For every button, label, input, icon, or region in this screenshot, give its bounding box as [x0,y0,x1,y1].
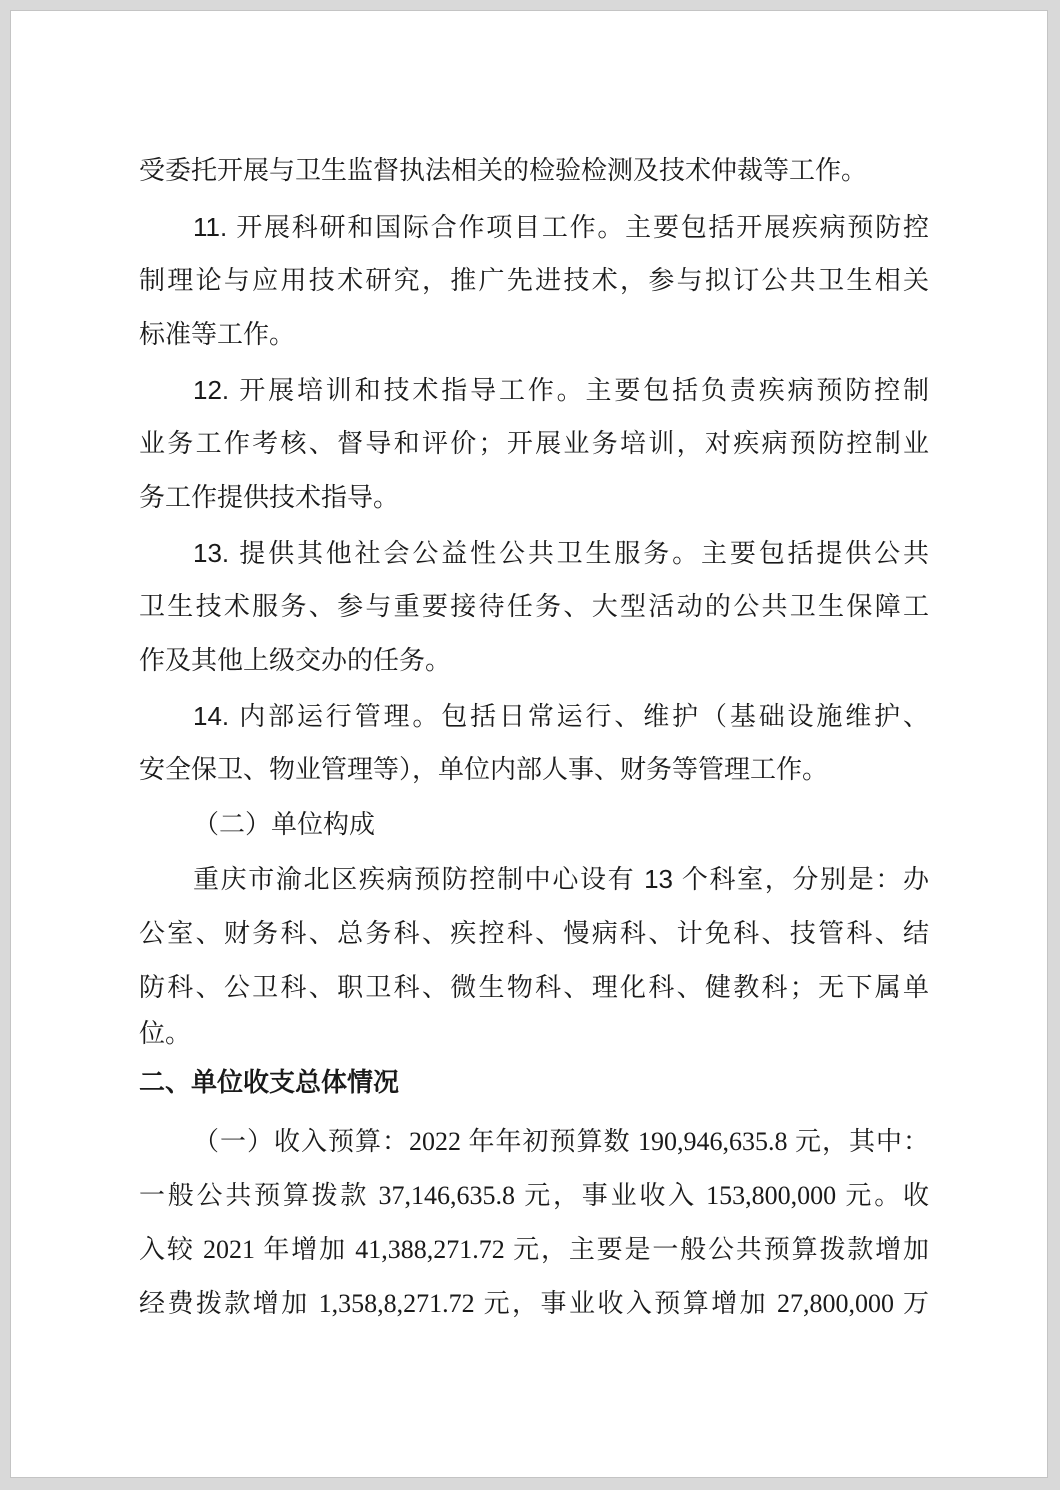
income-line-2: 一般公共预算拨款 37,146,635.8 元，事业收入 153,800,000 元。收 [139,1181,929,1210]
item-12-line-1: 12. 开展培训和技术指导工作。主要包括负责疾病预防控制 [193,375,929,405]
income-line-3: 入较 2021 年增加 41,388,271.72 元，主要是一般公共预算拨款增加 [139,1235,929,1264]
income-line-4: 经费拨款增加 1,358,8,271.72 元，事业收入预算增加 27,800,000 万 [139,1289,929,1318]
item-11-line-3: 标准等工作。 [139,320,296,350]
item-12-line-3: 务工作提供技术指导。 [139,483,400,513]
composition-line-1: 重庆市渝北区疾病预防控制中心设有 13 个科室，分别是：办 [193,864,929,894]
section-heading-income-expense: 二、单位收支总体情况 [139,1068,400,1098]
composition-line-3: 防科、公卫科、职卫科、微生物科、理化科、健教科；无下属单 [139,973,929,1003]
item-13-line-1: 13. 提供其他社会公益性公共卫生服务。主要包括提供公共 [193,538,929,568]
item-13-line-3: 作及其他上级交办的任务。 [139,646,452,676]
composition-line-2: 公室、财务科、总务科、疾控科、慢病科、计免科、技管科、结 [139,919,929,949]
document-page [10,10,1048,1478]
text-line-1: 受委托开展与卫生监督执法相关的检验检测及技术仲裁等工作。 [139,156,868,186]
item-13-line-2: 卫生技术服务、参与重要接待任务、大型活动的公共卫生保障工 [139,592,929,622]
item-11-line-1: 11. 开展科研和国际合作项目工作。主要包括开展疾病预防控 [193,212,929,242]
item-12-line-2: 业务工作考核、督导和评价；开展业务培训，对疾病预防控制业 [139,429,929,459]
income-line-1: （一）收入预算：2022 年年初预算数 190,946,635.8 元，其中： [193,1127,929,1156]
composition-line-4: 位。 [139,1019,192,1049]
item-14-line-2: 安全保卫、物业管理等），单位内部人事、财务等管理工作。 [139,755,829,785]
section-heading-unit-composition: （二）单位构成 [193,810,376,840]
item-11-line-2: 制理论与应用技术研究，推广先进技术，参与拟订公共卫生相关 [139,266,929,296]
item-14-line-1: 14. 内部运行管理。包括日常运行、维护（基础设施维护、 [193,701,929,731]
